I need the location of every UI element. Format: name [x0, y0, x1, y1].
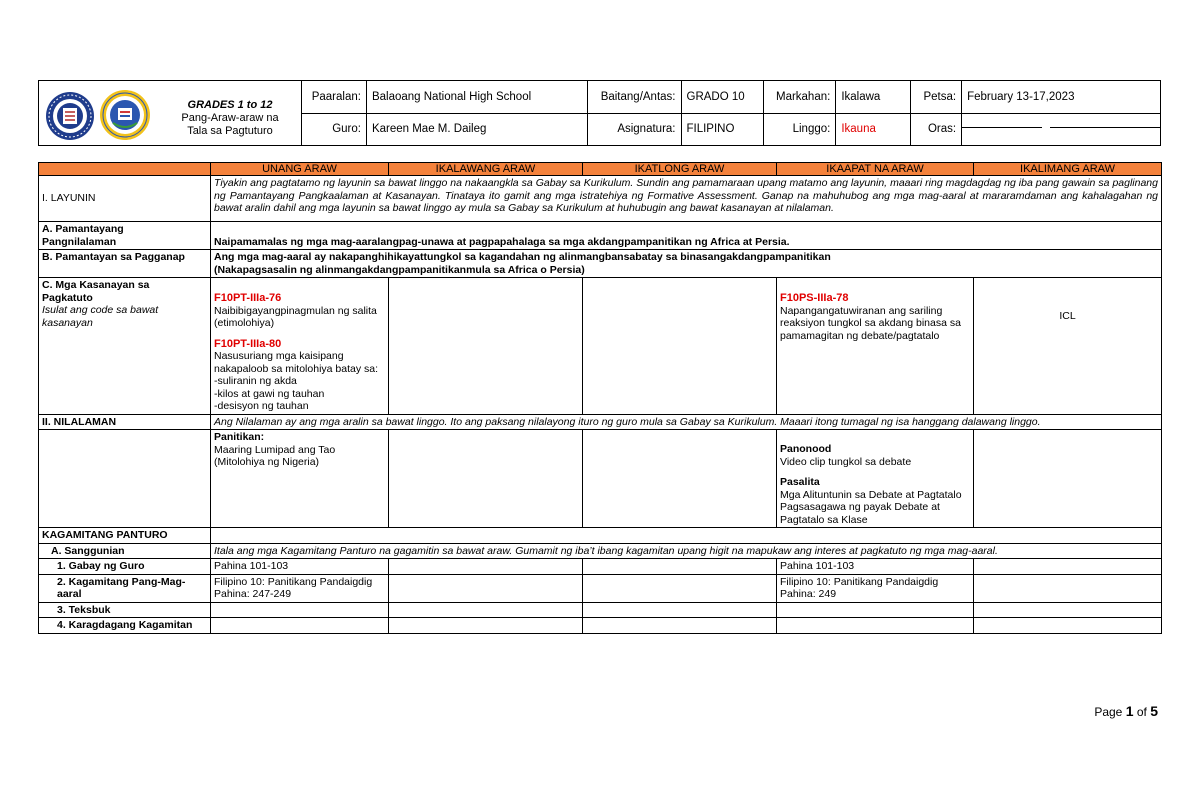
page-total: 5 — [1150, 703, 1158, 719]
page-footer — [1094, 703, 1158, 719]
karagdagan-label: 4. Karagdagang Kagamitan — [39, 618, 211, 634]
gabay-day-3 — [583, 559, 777, 575]
days-header-row — [39, 163, 1162, 176]
kagamitan-blank — [211, 528, 1162, 544]
pangnilalaman-label-2: Pangnilalaman — [42, 235, 117, 248]
page-word: Page — [1094, 705, 1123, 719]
layunin-row — [39, 176, 1162, 222]
kagamitang-label-1: 2. Kagamitang Pang-Mag- — [57, 575, 186, 588]
school-seal-icon — [99, 89, 151, 141]
baitang-value: GRADO 10 — [681, 81, 764, 113]
layunin-text: Tiyakin ang pagtatamo ng layunin sa bawat linggo na nakaangkla sa Gabay sa Kurikulum. Sundin ang pamamaraan upang matamo ang layunin, maaari ring magdagdag ng iba pang gawain sa paglinang ng Pamantayang Pangkaalaman at Kasanayan. Tinataya ito gamit ang mga istratehiya ng Formative Assessment. Ganap na mahuhubog ang mga mag-aaral at mararamdaman ang kahalagahan ng bawat aralin dahil ang mga layunin sa bawat linggo ay mula sa Gabay sa Kurikulum at huhubugin ang bawat kasanayan at nilalaman. — [211, 176, 1162, 222]
pasalita-line-3: Pagtatalo sa Klase — [780, 513, 868, 526]
kasanayan-label-1: C. Mga Kasanayan sa — [42, 279, 150, 291]
kagamitang-day-4 — [777, 574, 974, 602]
nilalaman-day-4 — [777, 430, 974, 528]
karagdagan-day-1 — [211, 618, 389, 634]
lesson-plan-table — [38, 162, 1162, 634]
sanggunian-label: A. Sanggunian — [39, 543, 211, 559]
kagamitang-pang-mag-aaral-row — [39, 574, 1162, 602]
competency-2-line-1: Nasusuriang mga kaisipang — [214, 350, 344, 362]
panitikan-line-2: (Mitolohiya ng Nigeria) — [214, 456, 320, 468]
teksbuk-day-3 — [583, 602, 777, 618]
pangnilalaman-label-1: A. Pamantayang — [42, 223, 124, 235]
kagamitang-pang-mag-aaral-label — [39, 574, 211, 602]
kasanayan-day-1 — [211, 278, 389, 415]
nilalaman-label: II. NILALAMAN — [39, 414, 211, 430]
gabay-day-2 — [389, 559, 583, 575]
pangnilalaman-row — [39, 222, 1162, 250]
nilalaman-day-1 — [211, 430, 389, 528]
days-header-blank — [39, 163, 211, 176]
oras-lines — [962, 114, 1160, 145]
of-word: of — [1136, 705, 1147, 719]
panitikan-title: Panitikan: — [214, 431, 265, 443]
competency-3-line-2: reaksiyon tungkol sa akdang binasa sa — [780, 317, 961, 329]
markahan-label: Markahan: — [764, 81, 836, 113]
karagdagan-day-5 — [974, 618, 1162, 634]
kagamitan-label: KAGAMITANG PANTURO — [39, 528, 211, 544]
kagamitang-day-3 — [583, 574, 777, 602]
kagamitan-row — [39, 528, 1162, 544]
sanggunian-text: Itala ang mga Kagamitang Panturo na gagamitin sa bawat araw. Gumamit ng iba’t ibang kagamitan upang higit na mapukaw ang interes at pagkatuto ng mga mag-aaral. — [211, 543, 1162, 559]
pagganap-row — [39, 250, 1162, 278]
teksbuk-row — [39, 602, 1162, 618]
kasanayan-day-4 — [777, 278, 974, 415]
sanggunian-row — [39, 543, 1162, 559]
baitang-label: Baitang/Antas: — [587, 81, 681, 113]
nilalaman-text: Ang Nilalaman ay ang mga aralin sa bawat linggo. Ito ang paksang nilalayong ituro ng guro mula sa Gabay sa Kurikulum. Maaari itong tumagal ng isa hanggang dalawang linggo. — [211, 414, 1162, 430]
competency-1-line-2: (etimolohiya) — [214, 317, 275, 329]
teksbuk-label: 3. Teksbuk — [39, 602, 211, 618]
competency-2-line-3: -suliranin ng akda — [214, 375, 297, 387]
petsa-value: February 13-17,2023 — [962, 81, 1160, 113]
competency-2-line-5: -desisyon ng tauhan — [214, 400, 309, 412]
gabay-label: 1. Gabay ng Guro — [39, 559, 211, 575]
panonood-title: Panonood — [780, 443, 832, 455]
linggo-value: Ikauna — [836, 113, 911, 145]
competency-1-line-1: Naibibigayangpinagmulan ng salita — [214, 304, 377, 317]
competency-code-2: F10PT-IIIa-80 — [214, 337, 282, 350]
nilalaman-day-5 — [974, 430, 1162, 528]
competency-3-line-3: pamamagitan ng debate/pagtatalo — [780, 329, 940, 342]
paaralan-value: Balaoang National High School — [366, 81, 587, 113]
pagganap-line-2: (Nakapagsasalin ng alinmangakdangpampanitikanmula sa Africa o Persia) — [214, 263, 585, 276]
pagganap-line-1: Ang mga mag-aaral ay nakapanghihikayattungkol sa kagandahan ng alinmangbansabatay sa binasangakdangpampanitikan — [214, 251, 831, 263]
pangnilalaman-label — [39, 222, 211, 250]
competency-2-line-4: -kilos at gawi ng tauhan — [214, 387, 325, 400]
header-box — [38, 80, 1161, 146]
deped-seal-icon — [45, 91, 95, 141]
nilalaman-content-blank — [39, 430, 211, 528]
layunin-label: I. LAYUNIN — [39, 176, 211, 222]
gabay-day-5 — [974, 559, 1162, 575]
teksbuk-day-2 — [389, 602, 583, 618]
pagganap-label: B. Pamantayan sa Pagganap — [39, 250, 211, 278]
kasanayan-day-5: ICL — [974, 278, 1162, 415]
gabay-day-4: Pahina 101-103 — [777, 559, 974, 575]
day-header-3: IKATLONG ARAW — [583, 163, 777, 176]
pasalita-line-2: Pagsasagawa ng payak Debate at — [780, 501, 940, 513]
competency-3-line-1: Napangangatuwiranan ang sariling — [780, 304, 943, 317]
teksbuk-day-4 — [777, 602, 974, 618]
pasalita-line-1: Mga Alituntunin sa Debate at Pagtatalo — [780, 488, 962, 501]
kagamitang-day-5 — [974, 574, 1162, 602]
kasanayan-day-2 — [389, 278, 583, 415]
teksbuk-day-5 — [974, 602, 1162, 618]
kasanayan-label — [39, 278, 211, 415]
title-line-2: Tala sa Pagtuturo — [187, 125, 273, 137]
oras-label: Oras: — [911, 113, 962, 145]
paaralan-label: Paaralan: — [302, 81, 367, 113]
pagganap-text — [211, 250, 1162, 278]
kasanayan-note-1: Isulat ang code sa bawat — [42, 304, 159, 316]
title-line-1: Pang-Araw-araw na — [181, 112, 279, 124]
asignatura-label: Asignatura: — [587, 113, 681, 145]
competency-code-3: F10PS-IIIa-78 — [780, 292, 849, 304]
nilalaman-day-2 — [389, 430, 583, 528]
day-header-2: IKALAWANG ARAW — [389, 163, 583, 176]
kasanayan-row — [39, 278, 1162, 415]
kagamitang-day-2 — [389, 574, 583, 602]
kasanayan-label-2: Pagkatuto — [42, 291, 93, 304]
kagamitang-label-2: aaral — [57, 588, 82, 600]
karagdagan-day-2 — [389, 618, 583, 634]
linggo-label: Linggo: — [764, 113, 836, 145]
karagdagan-day-3 — [583, 618, 777, 634]
markahan-value: Ikalawa — [836, 81, 911, 113]
kasanayan-note-2: kasanayan — [42, 316, 93, 329]
kagamitang-day-4-line-2: Pahina: 249 — [780, 588, 837, 600]
asignatura-value: FILIPINO — [681, 113, 764, 145]
petsa-label: Petsa: — [911, 81, 962, 113]
day-header-4: IKAAPAT NA ARAW — [777, 163, 974, 176]
gabay-day-1: Pahina 101-103 — [211, 559, 389, 575]
karagdagan-day-4 — [777, 618, 974, 634]
panitikan-line-1: Maaring Lumipad ang Tao — [214, 443, 336, 456]
grades-label: GRADES 1 to 12 — [187, 99, 273, 111]
kasanayan-day-3 — [583, 278, 777, 415]
nilalaman-content-row — [39, 430, 1162, 528]
page-number: 1 — [1125, 703, 1134, 719]
day-header-5: IKALIMANG ARAW — [974, 163, 1162, 176]
guro-label: Guro: — [302, 113, 367, 145]
header-info-table — [301, 81, 1160, 145]
nilalaman-day-3 — [583, 430, 777, 528]
teksbuk-day-1 — [211, 602, 389, 618]
pangnilalaman-text: Naipamamalas ng mga mag-aaralangpag-unawa at pagpapahalaga sa mga akdangpampanitikan ng Africa at Persia. — [211, 222, 1162, 250]
kagamitang-day-4-line-1: Filipino 10: Panitikang Pandaigdig — [780, 575, 939, 588]
gabay-row — [39, 559, 1162, 575]
kagamitang-day-1-line-2: Pahina: 247-249 — [214, 588, 292, 600]
kagamitang-day-1-line-1: Filipino 10: Panitikang Pandaigdig — [214, 575, 373, 588]
kagamitang-day-1 — [211, 574, 389, 602]
karagdagan-row — [39, 618, 1162, 634]
nilalaman-row — [39, 414, 1162, 430]
panonood-line-1: Video clip tungkol sa debate — [780, 455, 912, 468]
pasalita-title: Pasalita — [780, 476, 820, 488]
day-header-1: UNANG ARAW — [211, 163, 389, 176]
guro-value: Kareen Mae M. Daileg — [366, 113, 587, 145]
competency-code-1: F10PT-IIIa-76 — [214, 292, 282, 304]
competency-2-line-2: nakapaloob sa mitolohiya batay sa: — [214, 362, 379, 375]
oras-value — [962, 113, 1160, 145]
logo-area — [45, 89, 155, 141]
form-title — [155, 99, 305, 138]
